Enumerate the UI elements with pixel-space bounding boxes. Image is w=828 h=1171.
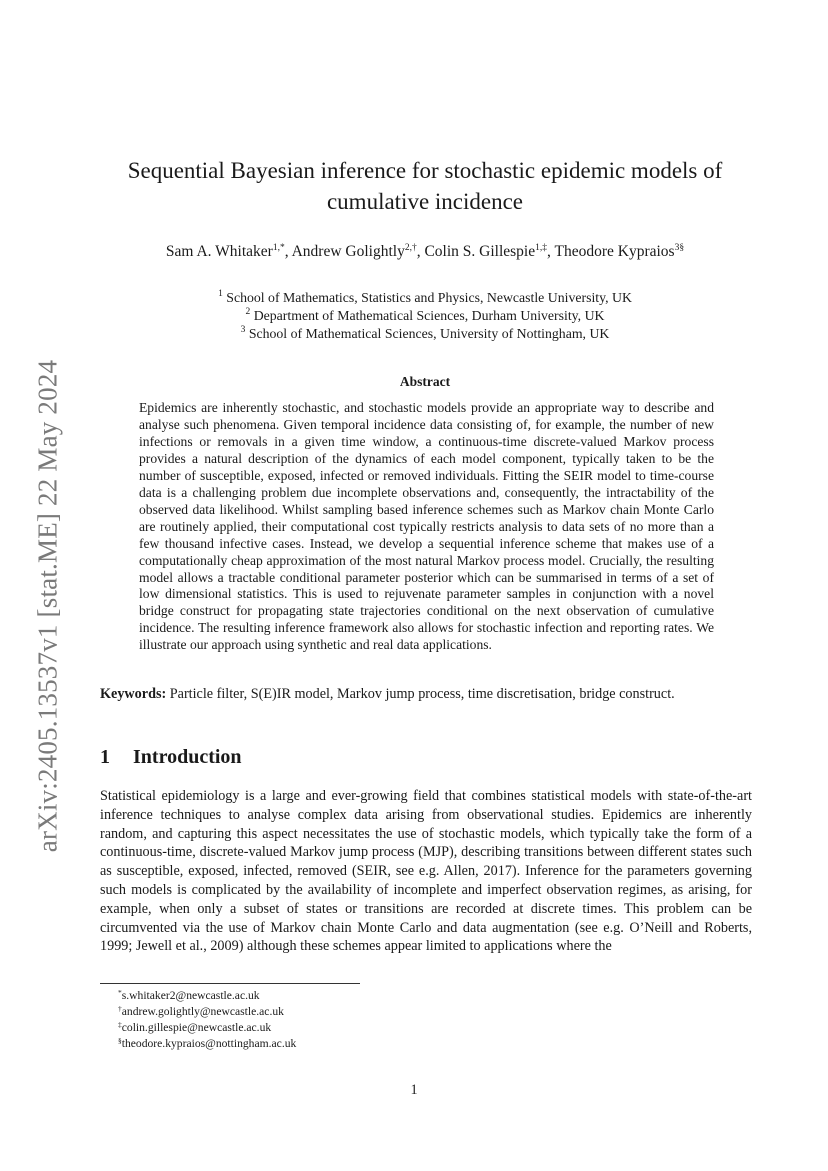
affiliation-number: 3 <box>240 325 246 335</box>
arxiv-identifier: arXiv:2405.13537v1 [stat.ME] 22 May 2024 <box>32 359 63 853</box>
keywords-label: Keywords: <box>100 686 167 702</box>
section-number: 1 <box>100 746 110 768</box>
abstract-text: Epidemics are inherently stochastic, and stochastic models provide an appropriate way to describe and analyse such phenomena. Given temporal incidence data consisting of, for example, the number of new infections or removals in a given time window, a continuous-time discrete-valued Markov process provides a natural description of the dynamics of each model component, typically taken to be the number of susceptible, exposed, infected or removed individuals. Fitting the SEIR model to time-course data is a challenging problem due incomplete observations and, consequently, the intractability of the observed data likelihood. Whilst sampling based inference schemes such as Markov chain Monte Carlo are routinely applied, their computational cost typically restricts analysis to data sets of no more than a few thousand infective cases. Instead, we develop a sequential inference scheme that makes use of a computationally cheap approximation of the most natural Markov process model. Crucially, the resulting model allows a tractable conditional parameter posterior which can be summarised in terms of a set of low dimensional statistics. This is used to rejuvenate parameter samples in conjunction with a novel bridge construct for propagating state trajectories conditional on the next observation of cumulative incidence. The resulting inference framework also allows for stochastic infection and reporting rates. We illustrate our approach using synthetic and real data applications. <box>139 400 714 653</box>
abstract-heading: Abstract <box>399 374 451 389</box>
footnote-mark: * <box>118 988 122 997</box>
footnote-mark: ‡ <box>118 1019 122 1029</box>
author-name: Theodore Kypraios <box>554 243 675 260</box>
author-list: Sam A. Whitaker$^{1,*}$, Andrew Golightly$^{2,\dagger}$, Colin S. Gillespie$^{1,\ddagger}$, Theodore Kypraios$^{3\S}$ <box>165 243 685 260</box>
paper-title: Sequential Bayesian inference for stochastic epidemic models of cumulative incidence <box>127 158 723 214</box>
footnote <box>118 1004 296 1020</box>
footnote-email: theodore.kypraios@nottingham.ac.uk <box>121 1036 297 1050</box>
author-affiliation-mark: 3§ <box>674 243 685 253</box>
affiliation-number: 2 <box>245 307 251 317</box>
footnote-list <box>118 988 296 1052</box>
page-number: 1 <box>410 1082 418 1098</box>
author-name: Andrew Golightly <box>291 243 405 260</box>
footnote <box>118 1036 296 1052</box>
introduction-text: Statistical epidemiology is a large and ever-growing field that combines statistical models with state-of-the-art inference techniques to analyse complex data arising from observational studies. Epidemics are inherently random, and capturing this aspect necessitates the use of stochastic models, which typically take the form of a continuous-time, discrete-valued Markov jump process (MJP), describing transitions between different states such as susceptible, exposed, infected, removed (SEIR, see e.g. Allen, 2017). Inference for the parameters governing such models is complicated by the availability of incomplete and imperfect observation regimes, as arising, for example, when only a subset of states or transitions are recorded at discrete times. This problem can be circumvented via the use of Markov chain Monte Carlo and data augmentation (see e.g. O’Neill and Roberts, 1999; Jewell et al., 2009) although these schemes appear limited to applications where the <box>100 788 752 955</box>
affiliation-text: Department of Mathematical Sciences, Durham University, UK <box>253 308 605 323</box>
footnote-mark: † <box>118 1003 122 1013</box>
affiliation-list <box>100 289 750 343</box>
author-affiliation-mark: 2,† <box>404 243 417 253</box>
section-heading <box>100 746 242 769</box>
footnote-mark: § <box>118 1035 122 1045</box>
footnote <box>118 1020 296 1036</box>
footnote <box>118 988 296 1004</box>
affiliation <box>100 307 750 325</box>
author-affiliation-mark: 1,* <box>272 243 285 253</box>
author-affiliation-mark: 1,‡ <box>535 243 547 253</box>
affiliation-text: School of Mathematics, Statistics and Physics, Newcastle University, UK <box>226 290 632 305</box>
affiliation-text: School of Mathematical Sciences, University of Nottingham, UK <box>248 326 610 341</box>
author-name: Colin S. Gillespie <box>424 243 536 260</box>
footnote-email: s.whitaker2@newcastle.ac.uk <box>121 989 260 1002</box>
keywords <box>100 685 752 705</box>
section-title: Introduction <box>133 746 242 768</box>
keywords-text: Particle filter, S(E)IR model, Markov jump process, time discretisation, bridge construct. <box>169 686 675 702</box>
footnote-email: colin.gillespie@newcastle.ac.uk <box>121 1020 272 1034</box>
affiliation <box>100 289 750 307</box>
author-name: Sam A. Whitaker <box>165 243 273 260</box>
affiliation <box>100 325 750 343</box>
footnote-email: andrew.golightly@newcastle.ac.uk <box>121 1004 284 1018</box>
footnote-divider <box>100 983 360 984</box>
affiliation-number: 1 <box>218 289 223 299</box>
